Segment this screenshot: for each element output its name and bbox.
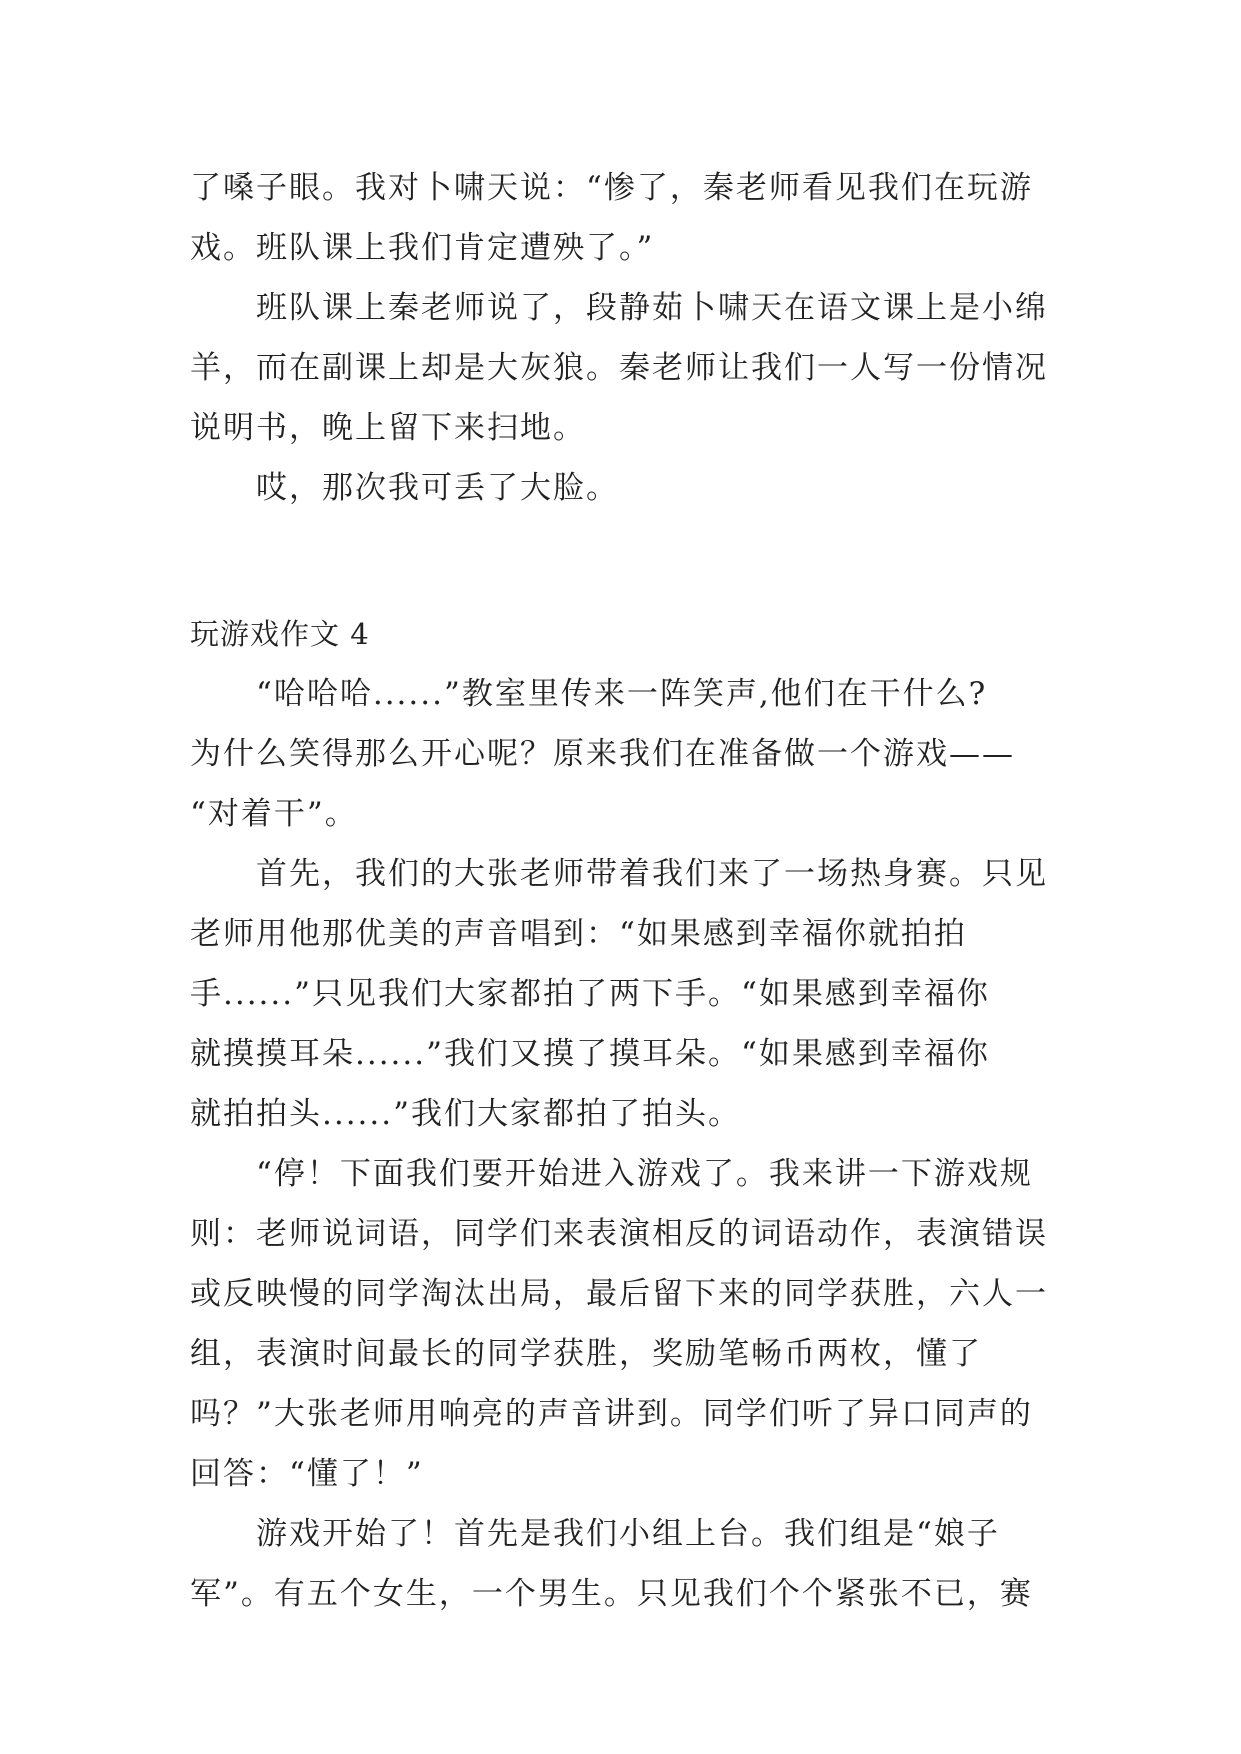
- document-page: [190, 158, 1050, 1624]
- paragraph: [190, 844, 1050, 1144]
- text-line: 班队课上秦老师说了，段静茹卜啸天在语文课上是小绵: [256, 290, 1048, 326]
- text-line: 或反映慢的同学淘汰出局，最后留下来的同学获胜，六人一: [190, 1276, 1048, 1312]
- text-line: 为什么笑得那么开心呢？原来我们在准备做一个游戏——: [190, 736, 1015, 772]
- text-line: 组，表演时间最长的同学获胜，奖励笔畅币两枚，懂了: [190, 1336, 982, 1372]
- text-line: 就拍拍头......”我们大家都拍了拍头。: [190, 1096, 741, 1132]
- text-line: 则：老师说词语，同学们来表演相反的词语动作，表演错误: [190, 1216, 1048, 1252]
- text-line: 老师用他那优美的声音唱到：“如果感到幸福你就拍拍: [190, 916, 967, 952]
- text-line: 羊，而在副课上却是大灰狼。秦老师让我们一人写一份情况: [190, 350, 1048, 386]
- text-line: 就摸摸耳朵......”我们又摸了摸耳朵。“如果感到幸福你: [190, 1036, 990, 1072]
- text-line: “哈哈哈......”教室里传来一阵笑声,他们在干什么?: [256, 676, 988, 712]
- paragraph: [190, 664, 1050, 844]
- section-gap: [190, 518, 1050, 604]
- text-line: 了嗓子眼。我对卜啸天说：“惨了，秦老师看见我们在玩游: [190, 170, 1033, 206]
- text-line: 哎，那次我可丢了大脸。: [256, 470, 619, 506]
- paragraph: [190, 158, 1050, 278]
- text-line: 戏。班队课上我们肯定遭殃了。”: [190, 230, 655, 266]
- paragraph: [190, 278, 1050, 458]
- paragraph: [190, 458, 1050, 518]
- paragraph: [190, 1504, 1050, 1624]
- text-line: 说明书，晚上留下来扫地。: [190, 410, 586, 446]
- paragraph: [190, 1144, 1050, 1504]
- text-line: 吗？”大张老师用响亮的声音讲到。同学们听了异口同声的: [190, 1396, 1033, 1432]
- text-line: “对着干”。: [190, 796, 358, 832]
- text-line: 首先，我们的大张老师带着我们来了一场热身赛。只见: [256, 856, 1048, 892]
- text-line: 军”。有五个女生，一个男生。只见我们个个紧张不已，赛: [190, 1576, 1033, 1612]
- text-line: 手......”只见我们大家都拍了两下手。“如果感到幸福你: [190, 976, 990, 1012]
- section-title: 玩游戏作文 4: [190, 617, 370, 651]
- text-line: 游戏开始了！首先是我们小组上台。我们组是“娘子: [256, 1516, 1000, 1552]
- text-line: “停！下面我们要开始进入游戏了。我来讲一下游戏规: [256, 1156, 1033, 1192]
- text-line: 回答：“懂了！”: [190, 1456, 424, 1492]
